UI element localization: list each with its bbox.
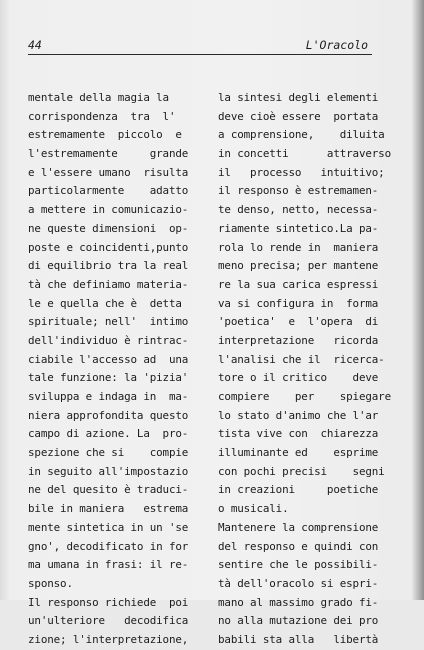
text-line: va si configura in forma [218,296,379,310]
text-line: tà che definiamo materia- [28,277,189,291]
text-line: il responso è estremamen- [218,184,379,198]
text-line: ma umana in frasi: il re- [28,558,189,572]
running-title: L'Oracolo [305,38,368,52]
text-line: sentire che le possibili- [218,558,379,572]
text-line: tà dell'oracolo si espri- [218,576,379,590]
text-line: l'estremamente grande [28,147,189,161]
text-line: estremamente piccolo e [28,128,182,142]
text-line: mentale della magia la [28,91,169,104]
text-line: compiere per spiegare [218,390,391,403]
text-line: l'analisi che il ricerca- [218,352,385,366]
text-line: sviluppa e indaga in ma- [28,390,189,403]
text-line: particolarmente adatto [28,184,189,198]
text-line: sponso. [28,576,73,590]
text-line: un'ulteriore decodifica [28,614,189,628]
text-line: no alla mutazione dei pro [218,614,379,628]
text-line: niera approfondita questo [28,408,189,422]
text-line: in creazioni poetiche [218,483,379,497]
text-line: e l'essere umano risulta [28,165,189,179]
text-line: ne queste dimensioni op- [28,221,189,235]
text-line: a mettere in comunicazio- [28,203,189,217]
text-line: 'poetica' e l'opera di [218,315,379,329]
text-line: gno', decodificato in for [28,539,189,553]
text-line: riamente sintetico.La pa- [218,221,379,235]
text-line: bile in maniera estrema [28,502,189,516]
text-line: in concetti attraverso [218,147,391,161]
text-line: ne del quesito è traduci- [28,483,189,497]
binding-shadow [412,0,424,600]
text-line: dell'individuo è rintrac- [28,333,189,347]
text-line: mano al massimo grado fi- [218,595,379,609]
text-line: o musicali. [218,502,289,516]
text-line: illuminante ed esprime [218,446,379,460]
text-line: babili sta alla libertà [218,632,379,646]
text-line: il processo intuitivo; [218,165,385,179]
header-rule [28,54,372,55]
text-line: zione; l'interpretazione, [28,632,189,646]
text-line: te denso, netto, necessa- [218,203,379,217]
text-line: con pochi precisi segni [218,464,385,478]
text-line: la sintesi degli elementi [218,91,379,104]
text-line: re la sua carica espressi [218,277,379,291]
text-line: ciabile l'accesso ad una [28,352,189,366]
page-number: 44 [28,38,42,52]
text-line: poste e coincidenti,punto [28,240,189,254]
left-text-column [28,89,188,650]
right-text-column [218,89,391,650]
text-line: tale funzione: la 'pizia' [28,371,189,385]
text-line: Mantenere la comprensione [218,520,379,534]
text-line: in seguito all'impostazio [28,464,189,478]
text-line: di equilibrio tra la real [28,259,189,273]
text-line: rola lo rende in maniera [218,240,379,254]
text-line: mente sintetica in un 'se [28,520,189,534]
text-line: spirituale; nell' intimo [28,315,189,329]
text-line: a comprensione, diluita [218,128,385,142]
text-line: tore o il critico deve [218,371,379,385]
text-line: spezione che si compie [28,446,189,460]
text-line: tista vive con chiarezza [218,427,379,441]
page-header [28,36,368,52]
text-line: deve cioè essere portata [218,109,379,123]
text-line: del responso e quindi con [218,539,379,553]
text-line: Il responso richiede poi [28,595,189,609]
text-line: le e quella che è detta [28,296,182,310]
text-line: corrispondenza tra l' [28,109,176,123]
text-line: lo stato d'animo che l'ar [218,408,379,422]
text-line: meno precisa; per mantene [218,259,379,273]
text-line: campo di azione. La pro- [28,427,189,441]
text-line: interpretazione ricorda [218,333,379,347]
